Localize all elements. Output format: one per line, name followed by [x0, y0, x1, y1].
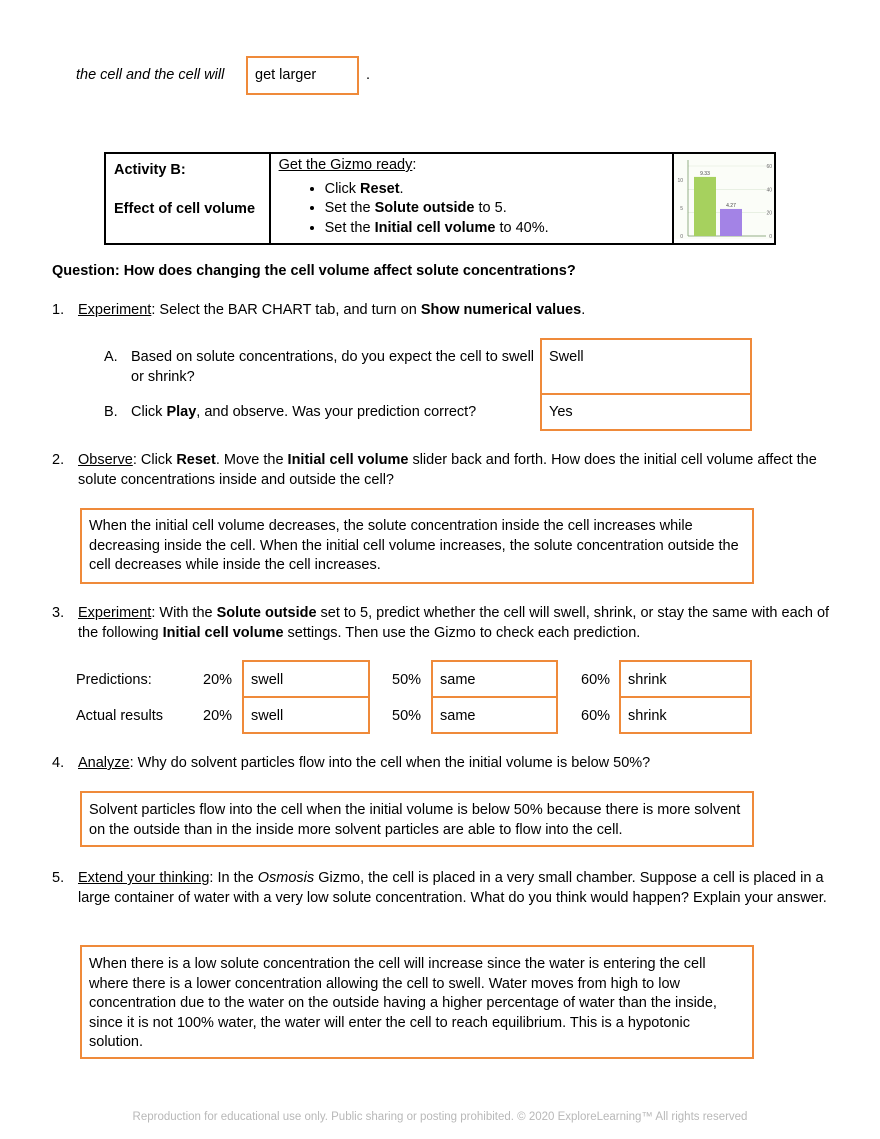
gizmo-thumbnail-cell	[673, 153, 775, 244]
activity-table	[104, 152, 776, 245]
thumb-bar	[720, 209, 742, 236]
question-heading: Question: How does changing the cell volume affect solute concentrations?	[52, 263, 576, 279]
thumb-right-tick: 20	[766, 210, 772, 217]
q1a-text: Based on solute concentrations, do you expect the cell to swell or shrink?	[131, 349, 535, 385]
intro-fragment: the cell and the cell will	[76, 67, 225, 83]
prediction-20-box[interactable]: swell	[242, 660, 370, 698]
thumb-bar-label: 4.27	[726, 202, 736, 209]
step-item: • Set the Initial cell volume to 40%.	[325, 219, 664, 239]
q1b-text: Click Play, and observe. Was your prediction correct?	[131, 404, 477, 420]
pct-label: 50%	[392, 708, 422, 724]
q5-text: Extend your thinking: In the Osmosis Gizmo, the cell is placed in a very small chamber. Suppose a cell is placed in a large container of water with a very low solute concentration. What do you think would happen? Explain your answer.	[78, 870, 827, 906]
q4-text: Analyze: Why do solvent particles flow into the cell when the initial volume is below 50%?	[78, 755, 651, 771]
q5-answer-box[interactable]: When there is a low solute concentration the cell will increase since the water is entering the cell where there is a lower concentration allowing the cell to swell. Water moves from high to low concentration due to the water on the outside having a higher percentage of water than the inside, since it is not 100% water, the water will enter the cell to reach equilibrium. This is a hypotonic solution.	[80, 945, 754, 1059]
prediction-60-box[interactable]: shrink	[619, 660, 752, 698]
intro-period: .	[366, 67, 371, 83]
pct-label: 20%	[203, 672, 233, 688]
prediction-50-box[interactable]: same	[431, 660, 558, 698]
thumb-right-tick: 0	[769, 234, 772, 239]
setup-steps	[279, 180, 664, 239]
thumb-right-tick: 60	[766, 164, 772, 170]
q3-text: Experiment: With the Solute outside set to 5, predict whether the cell will swell, shrink, or stay the same with each of the following Initial cell volume settings. Then use the Gizmo to check each prediction.	[78, 605, 830, 641]
step-item: • Set the Solute outside to 5.	[325, 199, 664, 219]
intro-answer-box[interactable]: get larger	[246, 56, 359, 95]
q1b-letter: B.	[104, 404, 118, 420]
gizmo-ready-heading: Get the Gizmo ready	[278, 157, 413, 173]
step-item: • Click Reset.	[325, 180, 664, 200]
predictions-label: Predictions:	[76, 672, 152, 688]
q1b-answer-box[interactable]: Yes	[540, 393, 752, 431]
q1-text: Experiment: Select the BAR CHART tab, and turn on Show numerical values.	[78, 302, 586, 318]
pct-label: 50%	[392, 672, 422, 688]
q5-number: 5.	[52, 870, 65, 886]
gizmo-bar-chart-thumbnail	[674, 154, 774, 239]
actual-60-box[interactable]: shrink	[619, 696, 752, 734]
q1a-answer-box[interactable]: Swell	[540, 338, 752, 395]
activity-steps-cell: Get the Gizmo ready: • Click Reset. • Set the Solute outside to 5. • Set the Initial cell volume to 40%.	[270, 153, 673, 244]
q1a-letter: A.	[104, 349, 118, 365]
actual-50-box[interactable]: same	[431, 696, 558, 734]
thumb-bar	[694, 177, 716, 236]
pct-label: 60%	[581, 708, 611, 724]
activity-title: Activity B:	[114, 162, 186, 178]
pct-label: 60%	[581, 672, 611, 688]
thumb-left-tick: 0	[680, 234, 683, 239]
activity-title-cell	[105, 153, 270, 244]
thumb-left-tick: 10	[677, 178, 683, 184]
q1-number: 1.	[52, 302, 65, 318]
q2-answer-box[interactable]: When the initial cell volume decreases, the solute concentration inside the cell increases while decreasing inside the cell. When the initial cell volume increases, the solute concentration outside the cell decreases while inside the cell increases.	[80, 508, 754, 584]
thumb-right-tick: 40	[766, 187, 772, 194]
pct-label: 20%	[203, 708, 233, 724]
q3-number: 3.	[52, 605, 65, 621]
thumb-bar-label: 9.33	[700, 170, 710, 177]
copyright-footer: Reproduction for educational use only. Public sharing or posting prohibited. © 2020 ExploreLearning™ All rights reserved	[132, 1111, 748, 1123]
q4-number: 4.	[52, 755, 65, 771]
activity-subtitle: Effect of cell volume	[114, 200, 256, 217]
thumb-left-tick: 5	[680, 206, 683, 212]
q2-text: Observe: Click Reset. Move the Initial cell volume slider back and forth. How does the initial cell volume affect the solute concentrations inside and outside the cell?	[78, 452, 817, 488]
actual-20-box[interactable]: swell	[242, 696, 370, 734]
q4-answer-box[interactable]: Solvent particles flow into the cell when the initial volume is below 50% because there is more solvent on the outside than in the inside more solvent particles are able to flow into the cell.	[80, 791, 754, 847]
actual-results-label: Actual results	[76, 708, 164, 724]
q2-number: 2.	[52, 452, 65, 468]
